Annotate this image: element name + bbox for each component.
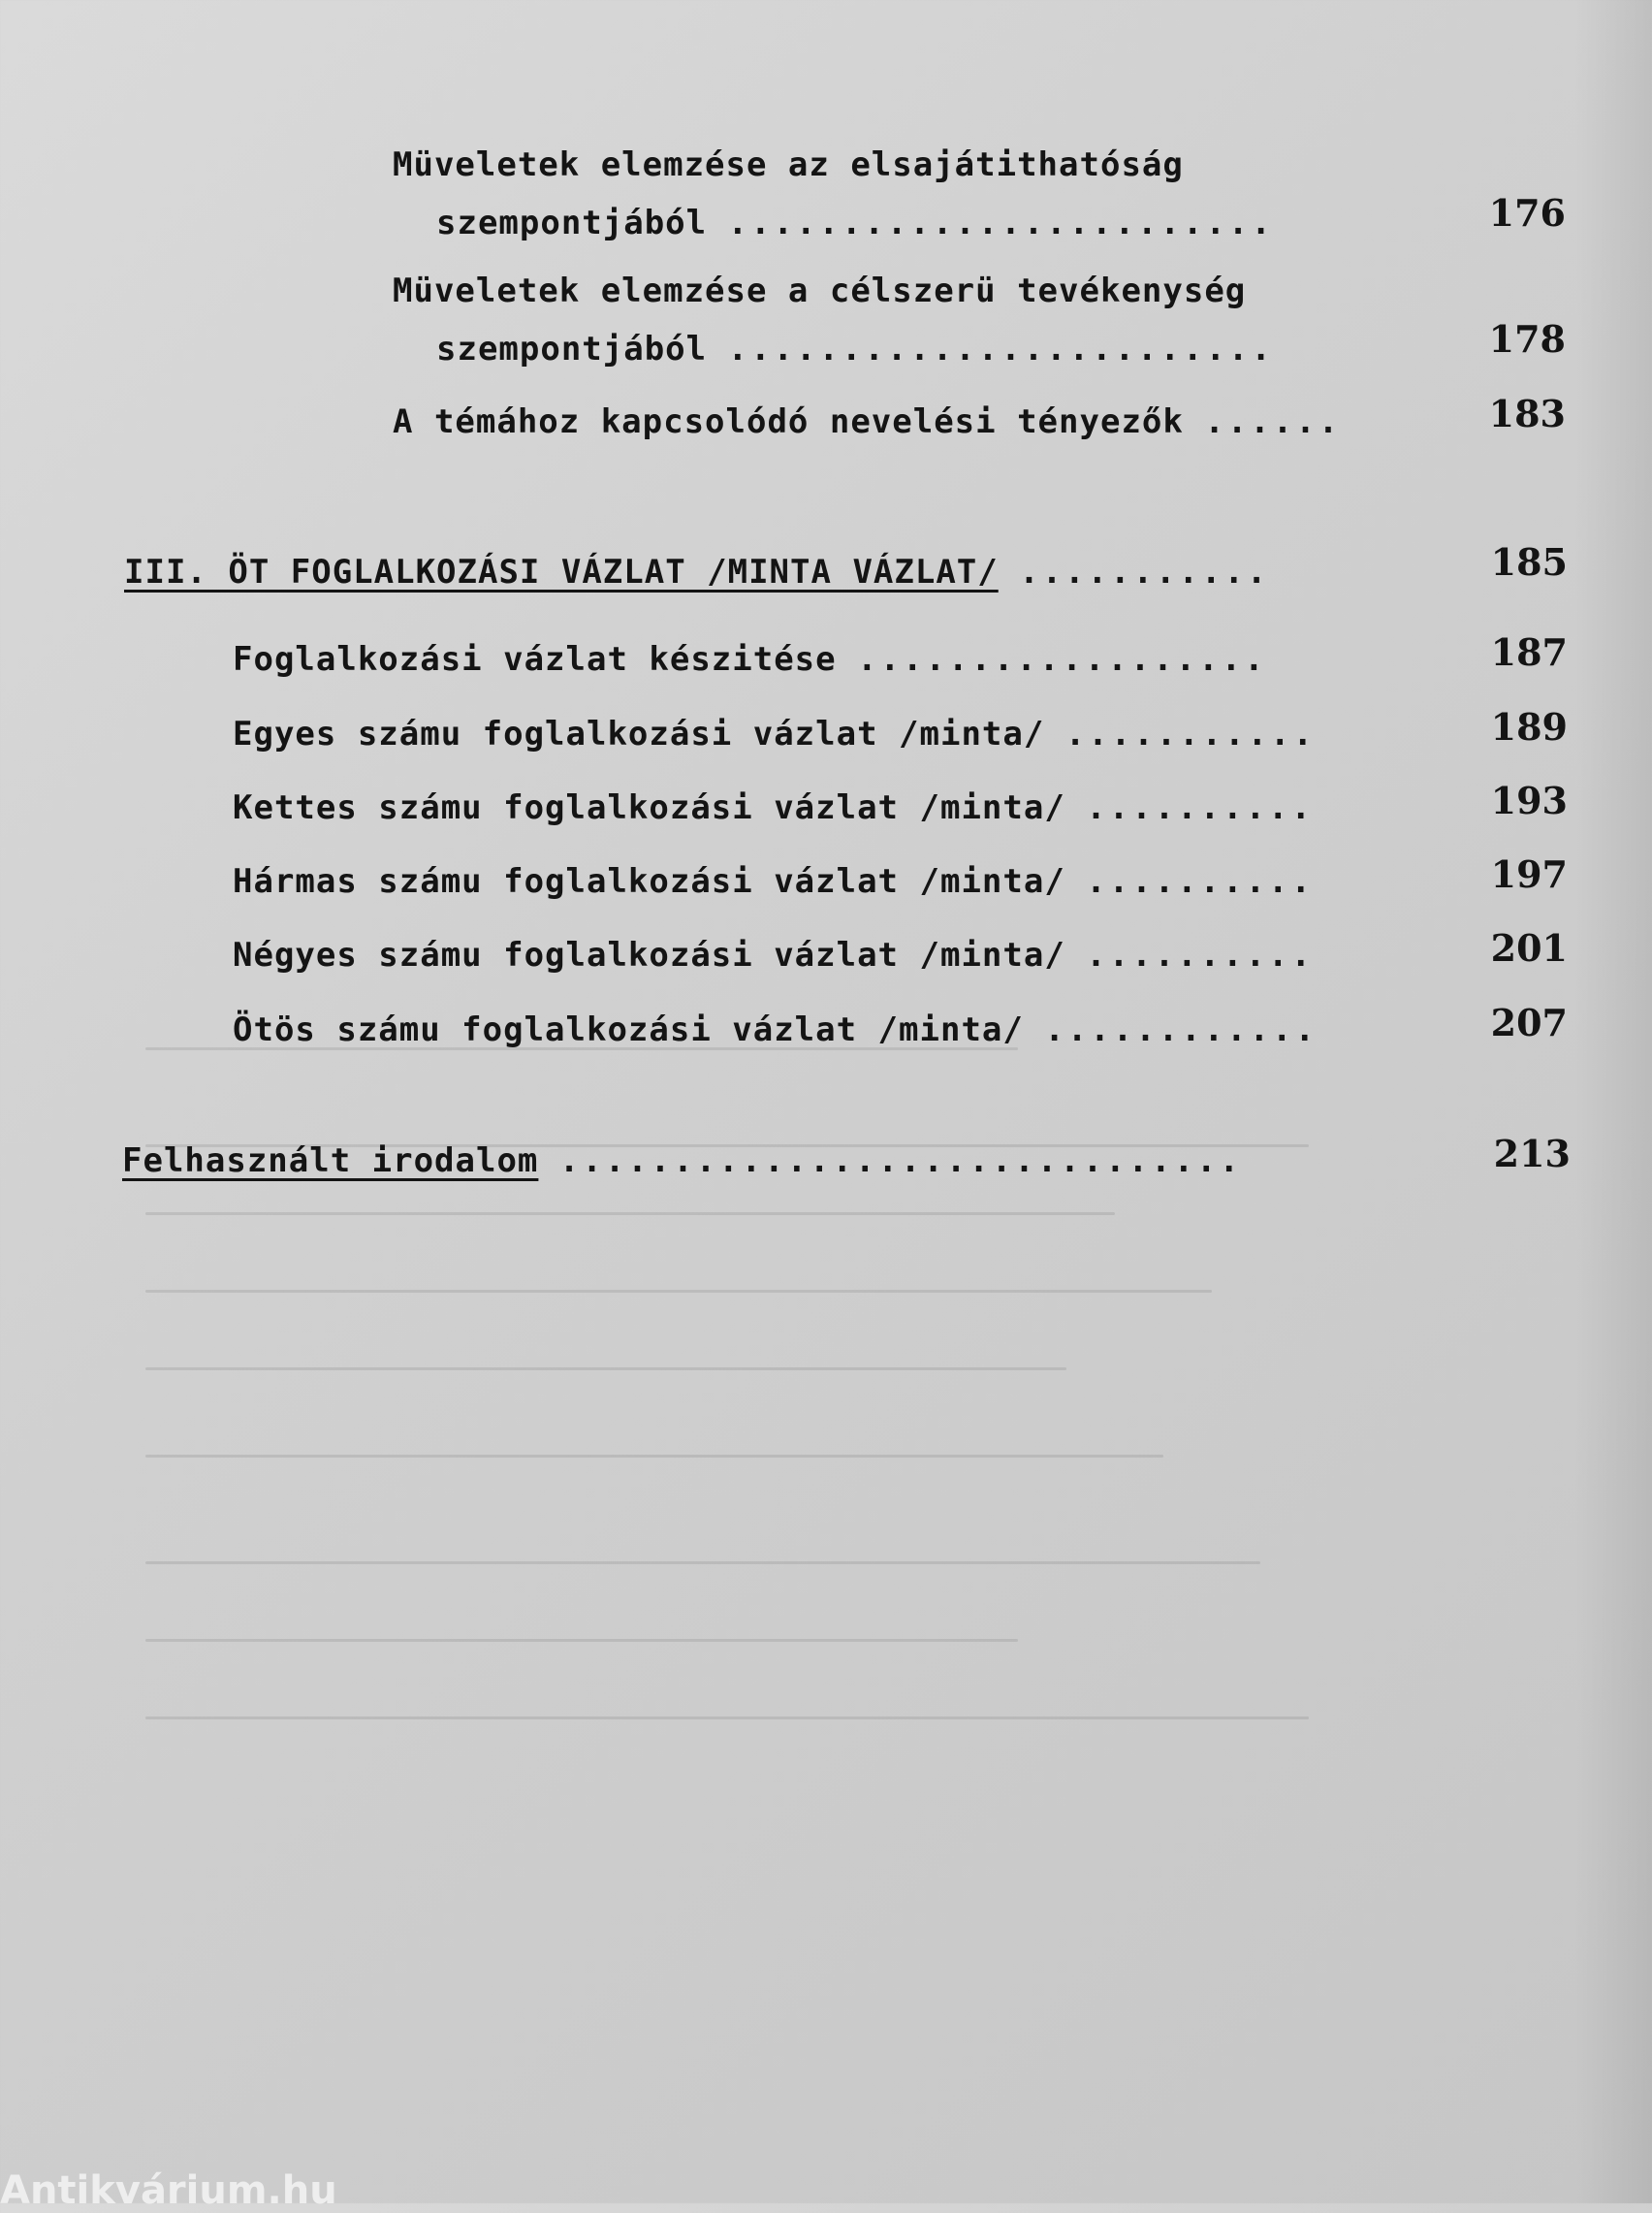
toc-sub-entry-1 bbox=[233, 640, 1267, 679]
toc-entry-3-page: 183 bbox=[1488, 392, 1566, 435]
sub-entry-5-title: Négyes számu foglalkozási vázlat /minta/ bbox=[233, 936, 1065, 975]
sub-entry-5-page: 201 bbox=[1490, 926, 1568, 970]
sub-entry-6-title: Ötös számu foglalkozási vázlat /minta/ bbox=[233, 1010, 1024, 1049]
sub-entry-1-title: Foglalkozási vázlat készitése bbox=[233, 640, 837, 679]
watermark-text: Antikvárium.hu bbox=[0, 2168, 337, 2213]
toc-entry-2-leader: ........................ bbox=[727, 330, 1274, 369]
toc-sub-entry-5 bbox=[233, 936, 1314, 975]
sub-entry-5-leader: .......... bbox=[1086, 936, 1314, 975]
toc-entry-1-title-cont: szempontjából bbox=[436, 204, 708, 242]
sub-entry-2-page: 189 bbox=[1490, 705, 1568, 749]
toc-entry-1-leader: ........................ bbox=[727, 204, 1274, 242]
toc-literature bbox=[122, 1141, 1242, 1180]
sub-entry-3-leader: .......... bbox=[1086, 788, 1314, 827]
section-3-leader: ........... bbox=[1019, 553, 1270, 592]
bleed-through-text bbox=[145, 1018, 1483, 2163]
sub-entry-6-leader: ............ bbox=[1044, 1010, 1318, 1049]
toc-sub-entry-3 bbox=[233, 788, 1314, 827]
toc-section-3 bbox=[124, 553, 1269, 592]
sub-entry-1-leader: .................. bbox=[857, 640, 1267, 679]
toc-entry-1-page: 176 bbox=[1488, 191, 1566, 235]
toc-entry-3-title: A témához kapcsolódó nevelési tényezők bbox=[393, 402, 1184, 441]
toc-sub-entry-6 bbox=[233, 1010, 1318, 1049]
toc-entry-3 bbox=[393, 402, 1341, 441]
toc-entry-2-title-cont: szempontjából bbox=[436, 330, 708, 369]
toc-entry-2-page: 178 bbox=[1488, 317, 1566, 361]
sub-entry-3-page: 193 bbox=[1490, 779, 1568, 822]
page-edge-shadow bbox=[1574, 0, 1652, 2203]
sub-entry-4-title: Hármas számu foglalkozási vázlat /minta/ bbox=[233, 862, 1065, 901]
sub-entry-4-page: 197 bbox=[1490, 852, 1568, 896]
literature-leader: .............................. bbox=[558, 1141, 1242, 1180]
section-3-page: 185 bbox=[1490, 540, 1568, 584]
toc-entry-2-line2 bbox=[436, 330, 1274, 369]
toc-entry-2-line1: Müveletek elemzése a célszerü tevékenység bbox=[393, 272, 1247, 310]
literature-page: 213 bbox=[1493, 1132, 1571, 1175]
toc-entry-3-leader: ...... bbox=[1204, 402, 1342, 441]
sub-entry-2-leader: ........... bbox=[1064, 715, 1316, 754]
toc-sub-entry-4 bbox=[233, 862, 1314, 901]
toc-entry-1-line1: Müveletek elemzése az elsajátithatóság bbox=[393, 145, 1184, 184]
sub-entry-6-page: 207 bbox=[1490, 1001, 1568, 1044]
sub-entry-3-title: Kettes számu foglalkozási vázlat /minta/ bbox=[233, 788, 1065, 827]
sub-entry-2-title: Egyes számu foglalkozási vázlat /minta/ bbox=[233, 715, 1045, 754]
literature-title: Felhasznált irodalom bbox=[122, 1141, 539, 1180]
sub-entry-1-page: 187 bbox=[1490, 630, 1568, 674]
sub-entry-4-leader: .......... bbox=[1086, 862, 1314, 901]
section-3-title: III. ÖT FOGLALKOZÁSI VÁZLAT /MINTA VÁZLAT/ bbox=[124, 553, 999, 592]
toc-entry-1-line2 bbox=[436, 204, 1274, 242]
toc-sub-entry-2 bbox=[233, 715, 1316, 754]
